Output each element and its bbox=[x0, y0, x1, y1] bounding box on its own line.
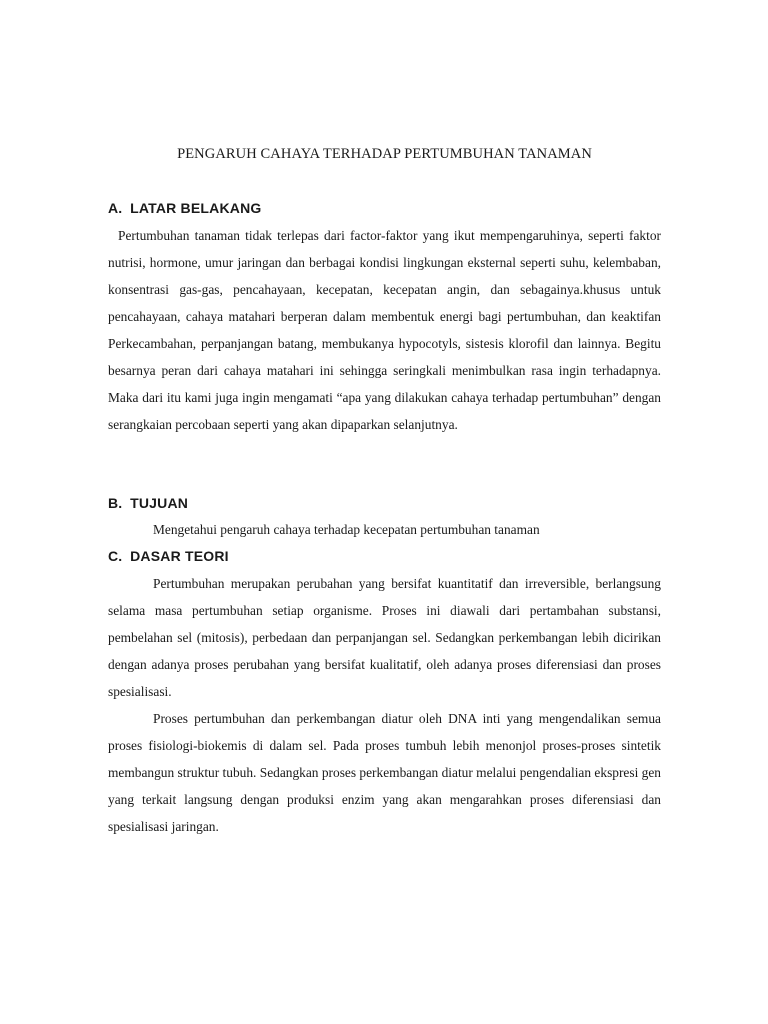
document-title: PENGARUH CAHAYA TERHADAP PERTUMBUHAN TANAMAN bbox=[177, 146, 592, 162]
section-letter: B. bbox=[108, 495, 123, 511]
section-heading-tujuan bbox=[108, 495, 188, 511]
section-title: TUJUAN bbox=[130, 495, 189, 511]
section-title: DASAR TEORI bbox=[130, 548, 229, 564]
paragraph-dasar-teori-1: Pertumbuhan merupakan perubahan yang bersifat kuantitatif dan irreversible, berlangsung selama masa pertumbuhan setiap organisme. Proses ini diawali dari pertambahan substansi, pembelahan sel (mitosis), perbedaan dan perpanjangan sel. Sedangkan perkembangan lebih dicirikan dengan adanya proses perubahan yang bersifat kualitatif, oleh adanya proses diferensiasi dan proses spesialisasi. bbox=[108, 576, 661, 699]
paragraph-latar-belakang: Pertumbuhan tanaman tidak terlepas dari factor-faktor yang ikut mempengaruhinya, seperti faktor nutrisi, hormone, umur jaringan dan berbagai kondisi lingkungan eksternal seperti suhu, kelembaban, konsentrasi gas-gas, pencahayaan, kecepatan, kecepatan angin, dan sebagainya.khusus untuk pencahayaan, cahaya matahari berperan dalam membentuk energi bagi pertumbuhan, dan keaktifan Perkecambahan, perpanjangan batang, membukanya hypocotyls, sistesis klorofil dan lainnya. Begitu besarnya peran dari cahaya matahari ini sehingga seringkali menimbulkan rasa ingin terhadapnya. Maka dari itu kami juga ingin mengamati “apa yang dilakukan cahaya terhadap pertumbuhan” dengan serangkaian percobaan seperti yang akan dipaparkan selanjutnya. bbox=[108, 228, 661, 432]
section-letter: A. bbox=[108, 200, 123, 216]
section-heading-latar-belakang bbox=[108, 200, 261, 216]
section-title: LATAR BELAKANG bbox=[130, 200, 262, 216]
paragraph-tujuan: Mengetahui pengaruh cahaya terhadap kecepatan pertumbuhan tanaman bbox=[153, 522, 540, 537]
section-letter: C. bbox=[108, 548, 123, 564]
section-heading-dasar-teori bbox=[108, 548, 229, 564]
paragraph-dasar-teori-2: Proses pertumbuhan dan perkembangan diatur oleh DNA inti yang mengendalikan semua proses fisiologi-biokemis di dalam sel. Pada proses tumbuh lebih menonjol proses-proses sintetik membangun struktur tubuh. Sedangkan proses perkembangan diatur melalui pengendalian ekspresi gen yang terkait langsung dengan produksi enzim yang akan mengarahkan proses diferensiasi dan spesialisasi jaringan. bbox=[108, 711, 661, 834]
